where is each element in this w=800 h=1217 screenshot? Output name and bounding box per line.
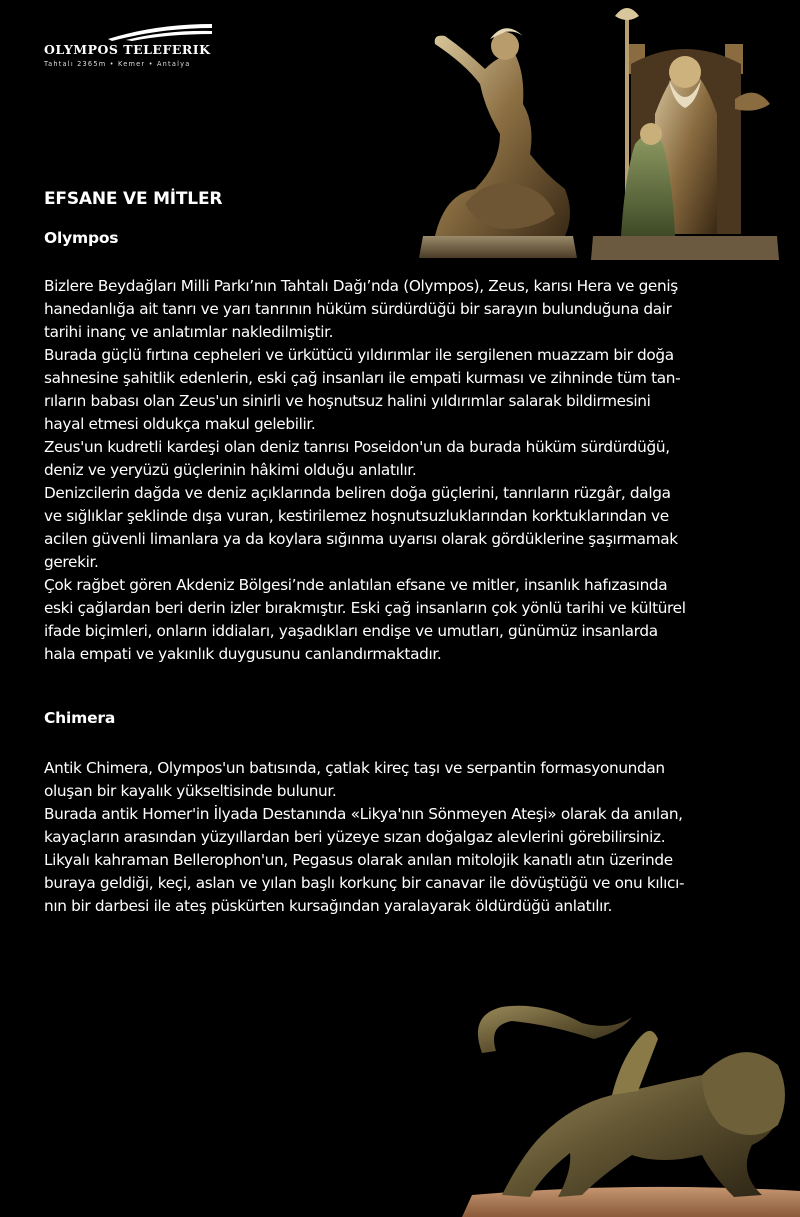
bronze-zeus-throne-statue-image <box>585 4 785 268</box>
text-line: nın bir darbesi ile ateş püskürten kursağından yaralayarak öldürdüğü anlatılır. <box>44 897 613 915</box>
text-line: Bizlere Beydağları Milli Parkı’nın Tahtalı Dağı’nda (Olympos), Zeus, karısı Hera ve geniş <box>44 277 678 295</box>
bronze-poseidon-statue-image <box>405 14 585 264</box>
text-line: Burada antik Homer'in İlyada Destanında «Likya'nın Sönmeyen Ateşi» olarak da anılan, <box>44 805 683 823</box>
olympos-teleferik-logo <box>44 22 214 74</box>
text-line: hayal etmesi oldukça makul gelebilir. <box>44 415 316 433</box>
text-line: hala empati ve yakınlık duygusunu canlandırmaktadır. <box>44 645 442 663</box>
text-line: hanedanlığa ait tanrı ve yarı tanrının hüküm sürdürdüğü bir sarayın bulunduğuna dair <box>44 300 672 318</box>
text-line: Antik Chimera, Olympos'un batısında, çatlak kireç taşı ve serpantin formasyonundan <box>44 759 665 777</box>
text-line: buraya geldiği, keçi, aslan ve yılan başlı korkunç bir canavar ile dövüştüğü ve onu kılıcı- <box>44 874 685 892</box>
section-title-olympos: Olympos <box>44 229 119 247</box>
text-line: eski çağlardan beri derin izler bırakmıştır. Eski çağ insanların çok yönlü tarihi ve kültürel <box>44 599 686 617</box>
text-line: gerekir. <box>44 553 99 571</box>
section-text-olympos <box>44 275 784 666</box>
text-line: Denizcilerin dağda ve deniz açıklarında beliren doğa güçlerini, tanrıların rüzgâr, dalga <box>44 484 671 502</box>
text-line: oluşan bir kayalık yükseltisinde bulunur. <box>44 782 337 800</box>
section-text-chimera <box>44 757 784 918</box>
bronze-chimera-statue-image <box>462 995 800 1217</box>
text-line: Zeus'un kudretli kardeşi olan deniz tanrısı Poseidon'un da burada hüküm sürdürdüğü, <box>44 438 670 456</box>
text-line: deniz ve yeryüzü güçlerinin hâkimi olduğu anlatılır. <box>44 461 417 479</box>
text-line: ve sığlıklar şeklinde dışa vuran, kestirilemez hoşnutsuzluklarından korktuklarından ve <box>44 507 669 525</box>
text-line: kayaçların arasından yüzyıllardan beri yüzeye sızan doğalgaz alevlerini görebilirsiniz. <box>44 828 666 846</box>
text-line: sahnesine şahitlik edenlerin, eski çağ insanları ile empati kurması ve zihninde tüm tan- <box>44 369 681 387</box>
logo-name: OLYMPOS TELEFERIK <box>44 42 211 57</box>
text-line: tarihi inanç ve anlatımlar nakledilmiştir. <box>44 323 334 341</box>
cable-car-swoosh-icon <box>106 22 214 42</box>
text-line: Likyalı kahraman Bellerophon'un, Pegasus olarak anılan mitolojik kanatlı atın üzerinde <box>44 851 673 869</box>
text-line: ifade biçimleri, onların iddiaları, yaşadıkları endişe ve umutları, günümüz insanlarda <box>44 622 658 640</box>
text-line: Çok rağbet gören Akdeniz Bölgesi’nde anlatılan efsane ve mitler, insanlık hafızasında <box>44 576 668 594</box>
logo-tagline: Tahtalı 2365m • Kemer • Antalya <box>44 60 191 68</box>
text-line: acilen güvenli limanlara ya da koylara sığınma uyarısı olarak gördüklerine şaşırmamak <box>44 530 678 548</box>
text-line: rıların babası olan Zeus'un sinirli ve hoşnutsuz halini yıldırımlar salarak bildirmesini <box>44 392 651 410</box>
text-line: Burada güçlü fırtına cepheleri ve ürkütücü yıldırımlar ile sergilenen muazzam bir doğa <box>44 346 674 364</box>
section-title-chimera: Chimera <box>44 709 116 727</box>
page-heading: EFSANE VE MİTLER <box>44 189 223 209</box>
